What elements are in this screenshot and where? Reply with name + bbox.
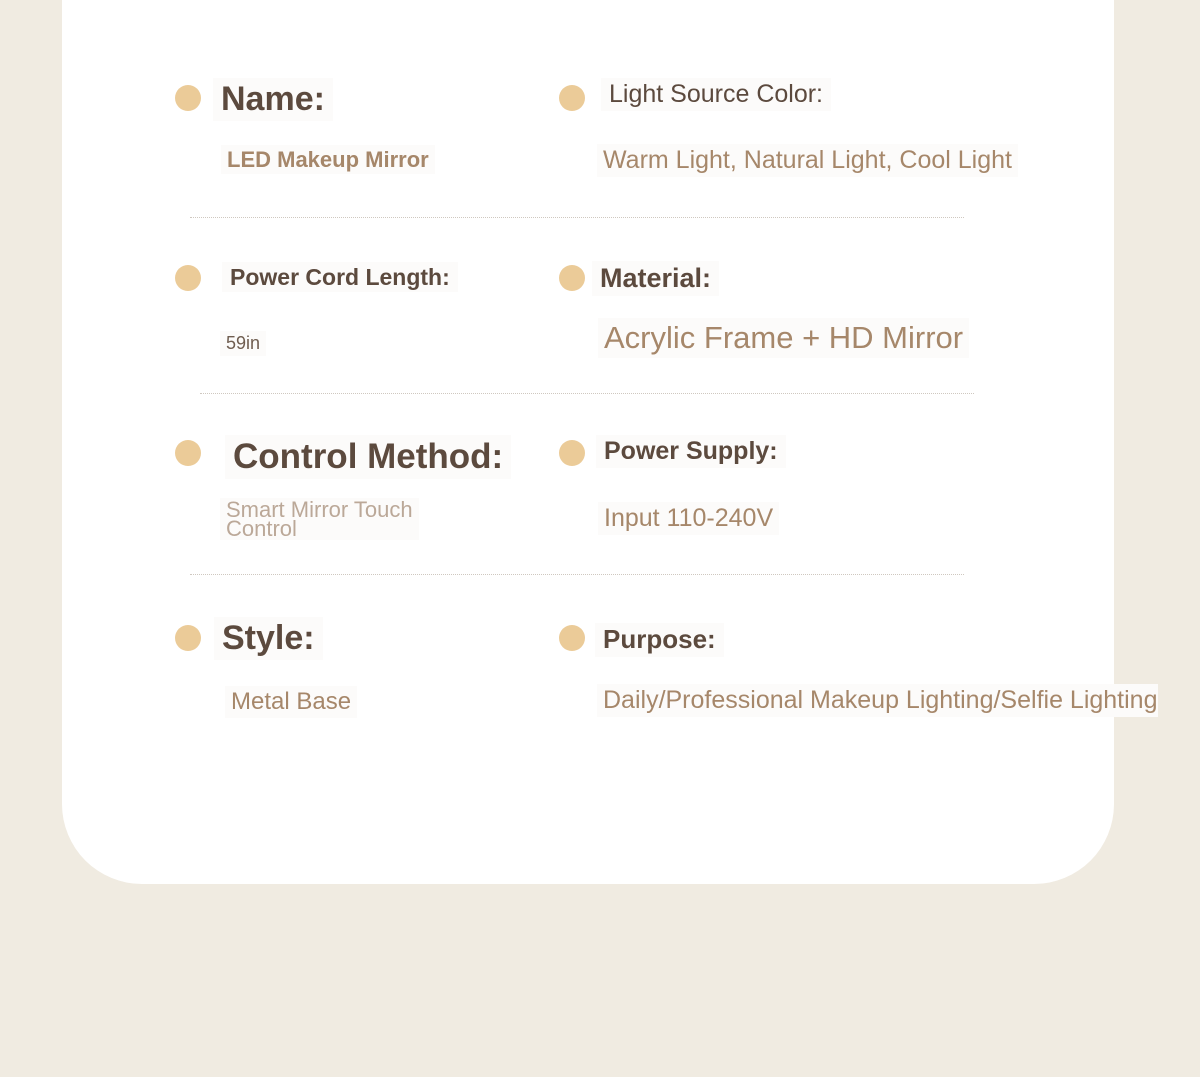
spec-value-material: Acrylic Frame + HD Mirror <box>598 318 969 358</box>
spec-value-purpose: Daily/Professional Makeup Lighting/Selfie Lighting <box>597 684 1158 717</box>
spec-value-control-method-line2: Control <box>226 516 297 541</box>
bullet-dot-icon <box>175 85 201 111</box>
spec-card <box>62 0 1114 884</box>
spec-label-control-method: Control Method: <box>225 435 511 479</box>
spec-label-power-supply: Power Supply: <box>596 435 786 468</box>
bullet-dot-icon <box>559 440 585 466</box>
spec-value-power-supply: Input 110-240V <box>598 502 779 535</box>
spec-value-control-method <box>220 498 419 540</box>
bullet-dot-icon <box>559 85 585 111</box>
spec-label-power-cord-length: Power Cord Length: <box>222 262 458 292</box>
spec-value-light-source-color: Warm Light, Natural Light, Cool Light <box>597 144 1018 177</box>
spec-label-light-source-color: Light Source Color: <box>601 78 831 111</box>
bullet-dot-icon <box>559 265 585 291</box>
row-divider <box>200 393 974 394</box>
spec-value-control-method-line1: Smart Mirror Touch <box>226 497 413 522</box>
spec-label-style: Style: <box>214 617 323 660</box>
bullet-dot-icon <box>175 440 201 466</box>
bullet-dot-icon <box>175 625 201 651</box>
bullet-dot-icon <box>559 625 585 651</box>
spec-label-material: Material: <box>592 261 719 296</box>
spec-value-name: LED Makeup Mirror <box>221 145 435 174</box>
bullet-dot-icon <box>175 265 201 291</box>
row-divider <box>190 217 964 218</box>
row-divider <box>190 574 964 575</box>
spec-label-name: Name: <box>213 78 333 121</box>
spec-value-power-cord-length: 59in <box>220 331 266 356</box>
spec-label-purpose: Purpose: <box>595 623 724 657</box>
spec-value-style: Metal Base <box>225 686 357 718</box>
